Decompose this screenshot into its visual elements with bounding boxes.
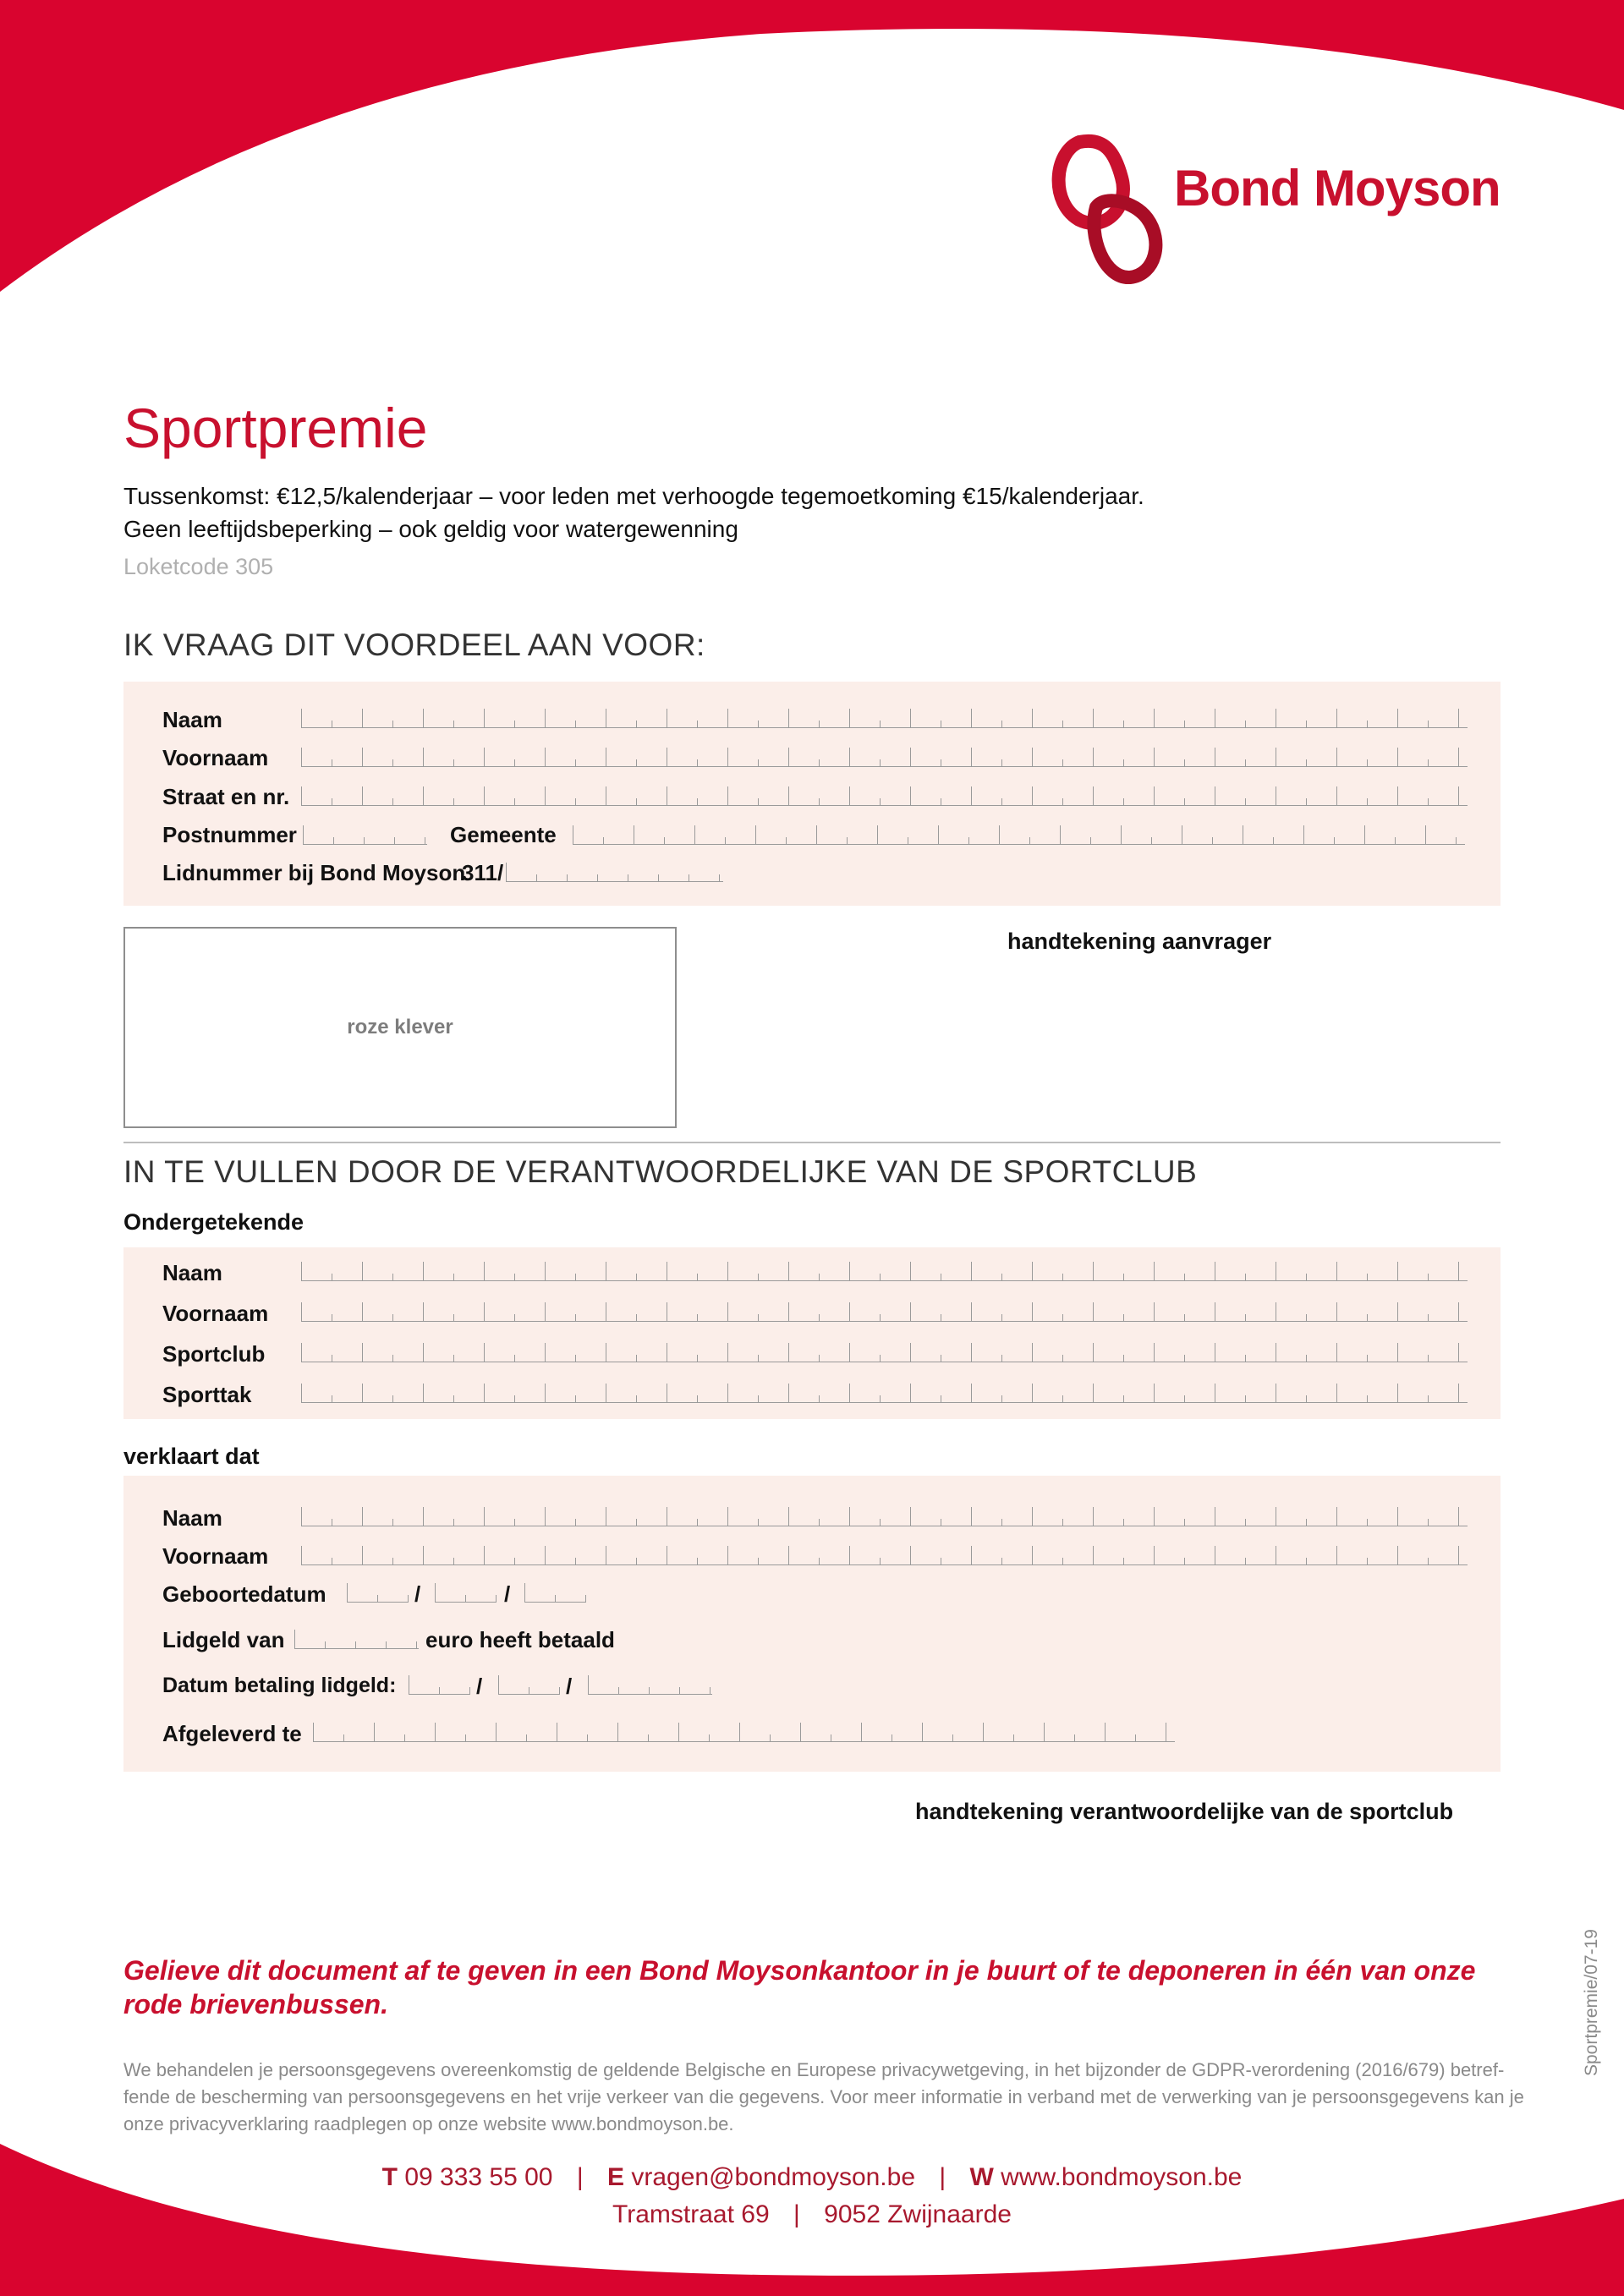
intro-line-1: Tussenkomst: €12,5/kalenderjaar – voor leden met verhoogde tegemoetkoming €15/kalenderjaar. [123,483,1144,509]
page-title: Sportpremie [123,397,428,459]
separator: | [939,2163,946,2191]
signature-applicant-label: handtekening aanvrager [1007,929,1272,954]
label-datum-betaling: Datum betaling lidgeld: [162,1674,397,1697]
signature-club-label: handtekening verantwoordelijke van de sportclub [915,1799,1454,1824]
input-betaling-dag[interactable] [409,1675,470,1695]
slash: / [566,1674,573,1699]
input-lidnummer[interactable] [506,863,723,882]
slash: / [476,1674,483,1699]
intro-line-2: Geen leeftijdsbeperking – ook geldig voor watergewenning [123,516,738,542]
input-betaling-maand[interactable] [498,1675,560,1695]
top-red-curve [0,0,1624,292]
input-naam[interactable] [301,709,1468,728]
label-straat: Straat en nr. [162,784,290,809]
label-euro-betaald: euro heeft betaald [425,1627,615,1652]
input-straat[interactable] [301,786,1468,806]
label-lid-voornaam: Voornaam [162,1543,269,1569]
label-postnummer: Postnummer [162,822,297,847]
label-lidnummer: Lidnummer bij Bond Moyson [162,860,466,885]
input-geboorte-dag[interactable] [347,1583,409,1603]
label-ondergetekende: Ondergetekende [123,1209,304,1235]
address-street: Tramstraat 69 [612,2200,770,2228]
label-geboortedatum: Geboortedatum [162,1581,326,1607]
interlocking-rings-logo [1045,127,1172,292]
input-lid-naam[interactable] [301,1507,1468,1526]
slash: / [414,1581,421,1607]
label-gemeente: Gemeente [450,822,557,847]
delivery-notice: Gelieve dit document af te geven in een Bond Moysonkantoor in je buurt of te deponeren in één van onze rode brievenbussen. [123,1955,1476,2019]
section-title-applicant: IK VRAAG DIT VOORDEEL AAN VOOR: [123,627,705,662]
input-lid-voornaam[interactable] [301,1546,1468,1565]
sticker-label: roze klever [347,1016,453,1038]
label-club-voornaam: Voornaam [162,1301,269,1326]
label-lidgeld-van: Lidgeld van [162,1627,285,1652]
input-voornaam[interactable] [301,748,1468,767]
brand-name: Bond Moyson [1174,160,1501,216]
email-link[interactable]: vragen@bondmoyson.be [631,2163,916,2191]
privacy-statement: We behandelen je persoonsgegevens overeenkomstig de geldende Belgische en Europese privacywetgeving, in het bijzonder de GDPR-verordening (2016/679) betref-fende de bescherming van persoonsgegevens en het vrije verkeer van die gegevens. Voor meer informatie in verband met de verwerking van je persoonsgegevens kan je onze privacyverklaring raadplegen op onze website www.bondmoyson.be. [123,2059,1524,2134]
input-geboorte-maand[interactable] [435,1583,497,1603]
input-lidgeld-bedrag[interactable] [294,1630,419,1649]
label-afgeleverd-te: Afgeleverd te [162,1721,302,1746]
label-naam: Naam [162,707,222,732]
phone-number[interactable]: 09 333 55 00 [404,2163,553,2191]
document-code: Sportpremie/07-19 [1582,1929,1601,2076]
email-label: E [606,2163,624,2191]
web-label: W [969,2163,994,2191]
label-lid-naam: Naam [162,1505,222,1531]
input-afgeleverd-te[interactable] [313,1723,1175,1742]
section-divider [123,1142,1501,1143]
input-postnummer[interactable] [303,825,427,845]
slash: / [504,1581,511,1607]
input-club-naam[interactable] [301,1262,1468,1281]
address-line [0,2200,1624,2229]
input-club-voornaam[interactable] [301,1302,1468,1322]
section-title-club: IN TE VULLEN DOOR DE VERANTWOORDELIJKE VAN DE SPORTCLUB [123,1154,1198,1189]
input-sporttak[interactable] [301,1384,1468,1403]
phone-label: T [381,2163,398,2191]
sticker-box[interactable] [123,927,677,1128]
web-link[interactable]: www.bondmoyson.be [1001,2163,1243,2191]
label-verklaart-dat: verklaart dat [123,1444,260,1469]
lidnummer-prefix: 311/ [462,860,504,885]
label-sportclub: Sportclub [162,1341,266,1367]
label-sporttak: Sporttak [162,1382,252,1407]
input-betaling-jaar[interactable] [588,1675,712,1695]
label-voornaam: Voornaam [162,745,269,770]
contact-line [0,2163,1624,2192]
address-city: 9052 Zwijnaarde [824,2200,1012,2228]
separator: | [576,2163,584,2191]
loketcode: Loketcode 305 [123,554,274,579]
input-gemeente[interactable] [573,825,1465,845]
input-sportclub[interactable] [301,1343,1468,1362]
label-club-naam: Naam [162,1260,222,1285]
input-geboorte-jaar[interactable] [524,1583,586,1603]
separator: | [793,2200,800,2228]
